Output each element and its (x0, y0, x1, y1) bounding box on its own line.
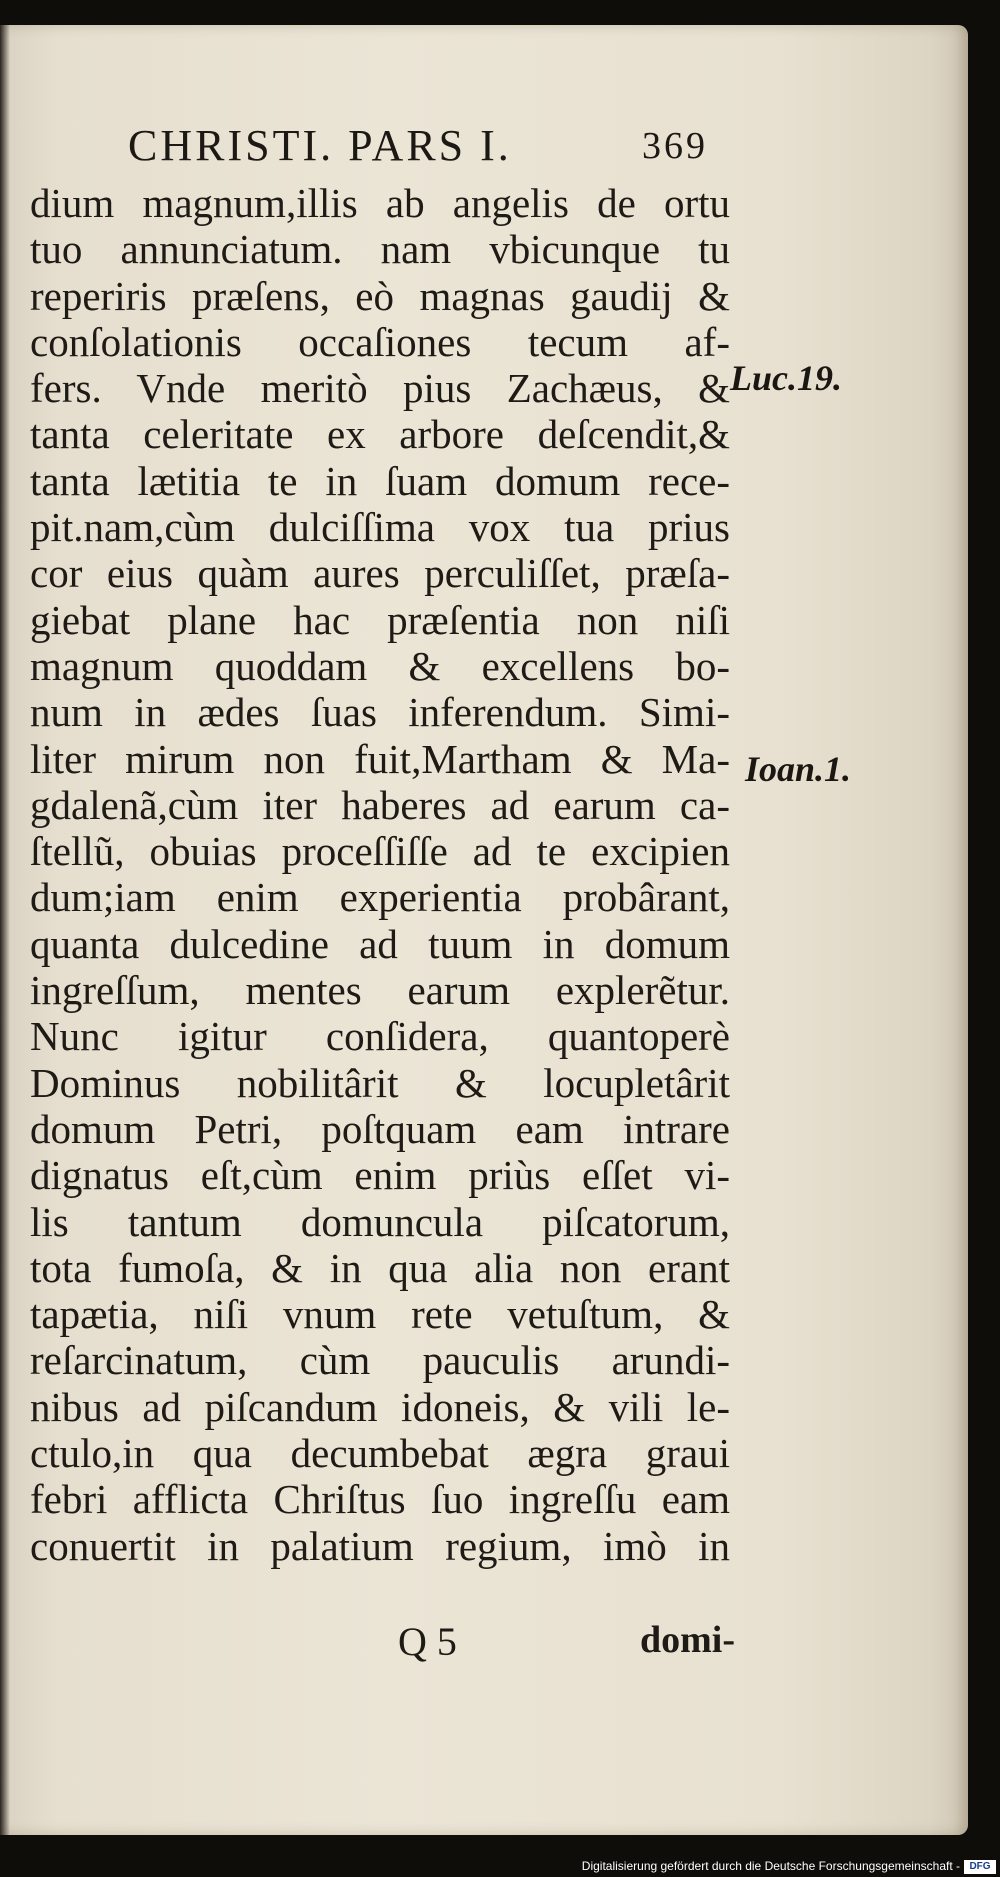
catchword: domi- (640, 1619, 735, 1661)
dfg-logo: DFG (964, 1860, 996, 1874)
digitization-credit: Digitalisierung gefördert durch die Deutsche Forschungsgemeinschaft - (581, 1859, 960, 1873)
text-line: tanta lætitia te in ſuam domum rece- (30, 457, 730, 504)
text-line: dum;iam enim experientia probârant, (30, 874, 730, 921)
text-line: reperiris præſens, eò magnas gaudij & (30, 272, 730, 319)
gutter-shadow (0, 25, 10, 1835)
text-line: dignatus eſt,cùm enim priùs eſſet vi- (30, 1152, 730, 1199)
running-head-title: CHRISTI. PARS I. (128, 121, 512, 170)
text-line: domum Petri, poſtquam eam intrare (30, 1105, 730, 1152)
text-line: Dominus nobilitârit & locupletârit (30, 1059, 730, 1106)
signature-mark: Q 5 (398, 1619, 457, 1664)
text-line: ctulo,in qua decumbebat ægra graui (30, 1430, 730, 1477)
text-line: pit.nam,cùm dulciſſima vox tua prius (30, 504, 730, 551)
page-number: 369 (642, 125, 708, 167)
text-line: ſtellũ, obuias proceſſiſſe ad te excipien (30, 828, 730, 875)
text-line: quanta dulcedine ad tuum in domum (30, 920, 730, 967)
text-line: cor eius quàm aures perculiſſet, præſa- (30, 550, 730, 597)
marginal-note-luke: Luc.19. (730, 358, 842, 398)
text-line: lis tantum domuncula piſcatorum, (30, 1198, 730, 1245)
text-line: conſolationis occaſiones tecum af- (30, 318, 730, 365)
text-line: tota fumoſa, & in qua alia non erant (30, 1244, 730, 1291)
text-line: liter mirum non fuit,Martham & Ma- (30, 735, 730, 782)
text-line: nibus ad piſcandum idoneis, & vili le- (30, 1383, 730, 1430)
text-line: num in ædes ſuas inferendum. Simi- (30, 689, 730, 736)
text-line: tapætia, niſi vnum rete vetuſtum, & (30, 1291, 730, 1338)
text-line: ingreſſum, mentes earum explerẽtur. (30, 967, 730, 1014)
text-line: gdalenã,cùm iter haberes ad earum ca- (30, 781, 730, 828)
text-line: giebat plane hac præſentia non niſi (30, 596, 730, 643)
marginal-note-john: Ioan.1. (745, 749, 852, 789)
text-line: conuertit in palatium regium, imò in (30, 1522, 730, 1569)
text-line: fers. Vnde meritò pius Zachæus, & (30, 365, 730, 412)
body-text (30, 180, 730, 1569)
text-line: tanta celeritate ex arbore deſcendit,& (30, 411, 730, 458)
running-head (128, 120, 708, 178)
text-line: reſarcinatum, cùm pauculis arundi- (30, 1337, 730, 1384)
text-line: tuo annunciatum. nam vbicunque tu (30, 226, 730, 273)
text-line: dium magnum,illis ab angelis de ortu (30, 180, 730, 226)
text-line: magnum quoddam & excellens bo- (30, 642, 730, 689)
text-line: Nunc igitur conſidera, quantoperè (30, 1013, 730, 1060)
text-line: febri afflicta Chriſtus ſuo ingreſſu eam (30, 1476, 730, 1523)
